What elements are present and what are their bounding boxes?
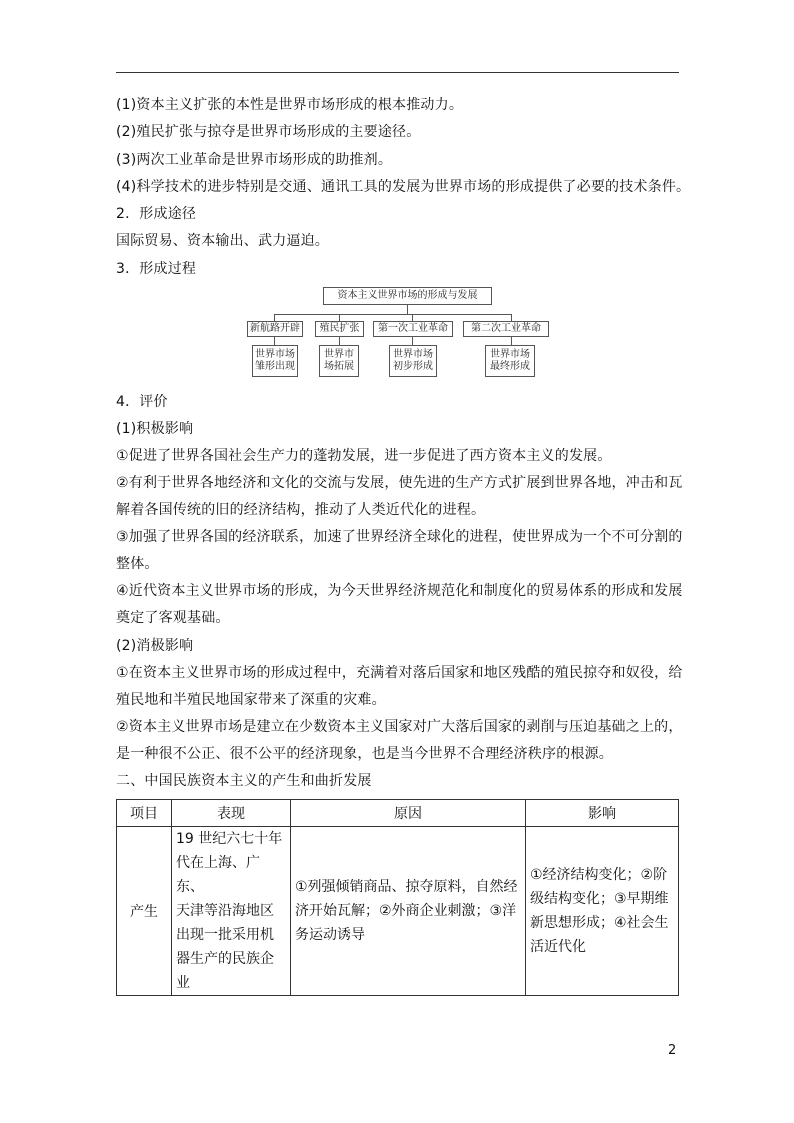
header-impact: 影响 [526, 800, 679, 827]
cell-line: ①经济结构变化；②阶 [530, 867, 668, 883]
subheading-positive: (1)积极影响 [116, 421, 194, 437]
diagram-stage-box: 殖民扩张 [315, 321, 364, 337]
result-line: 最终形成 [490, 361, 530, 372]
heading-evaluation: 4．评价 [116, 394, 168, 410]
connector [274, 314, 511, 315]
negative-item-2-line-2: 是一种很不公正、很不公平的经济现象，也是当今世界不合理经济秩序的根源。 [116, 746, 613, 762]
connector [412, 337, 413, 345]
cell-line: 济开始瓦解；②外商企业刺激；③洋 [295, 903, 517, 919]
cell-line: 天津等沿海地区 [176, 903, 274, 919]
diagram-result-box [485, 345, 535, 377]
header-item: 项目 [117, 800, 172, 827]
result-line: 雏形出现 [255, 361, 295, 372]
table-header-row [117, 800, 679, 827]
positive-item-3-line-1: ③加强了世界各国的经济联系，加速了世界经济全球化的进程，使世界成为一个不可分割的 [116, 529, 683, 545]
connector [511, 314, 512, 321]
result-line: 世界市场 [490, 349, 530, 360]
connector [412, 314, 413, 321]
positive-item-4-line-2: 奠定了客观基础。 [116, 610, 230, 626]
cell-line: 新思想形成；④社会生 [530, 915, 669, 931]
cell-line: 出现一批采用机 [176, 927, 274, 943]
diagram-stage-box: 新航路开辟 [247, 321, 303, 337]
header-performance: 表现 [172, 800, 291, 827]
heading-path: 2．形成途径 [116, 206, 197, 222]
cell-line: ①列强倾销商品、掠夺原料，自然经 [295, 879, 518, 895]
connector [339, 337, 340, 345]
cause-item-4: (4)科学技术的进步特别是交通、通讯工具的发展为世界市场的形成提供了必要的技术条件。 [116, 179, 691, 195]
result-line: 世界市 [324, 349, 354, 360]
table-row [117, 827, 679, 996]
impact-cell [526, 827, 679, 996]
subheading-negative: (2)消极影响 [116, 638, 194, 654]
row-item-cell: 产生 [117, 827, 172, 996]
cell-line: 代在上海、广东、 [176, 855, 260, 895]
connector [339, 314, 340, 321]
cause-item-2: (2)殖民扩张与掠夺是世界市场形成的主要途径。 [116, 124, 421, 140]
cell-line: 务运动诱导 [295, 927, 365, 943]
cell-line: 19 世纪六七十年 [176, 831, 283, 847]
capitalism-table [116, 799, 679, 996]
cause-cell [291, 827, 526, 996]
heading-process: 3．形成过程 [116, 261, 197, 277]
cause-item-1: (1)资本主义扩张的本性是世界市场形成的根本推动力。 [116, 97, 464, 113]
connector [407, 305, 408, 314]
diagram-stage-box: 第一次工业革命 [373, 321, 453, 337]
header-cause: 原因 [291, 800, 526, 827]
cell-line: 级结构变化；③早期维 [530, 891, 669, 907]
positive-item-3-line-2: 整体。 [116, 556, 159, 572]
diagram-result-box [252, 345, 298, 377]
cell-line: 活近代化 [530, 939, 586, 955]
result-line: 初步形成 [393, 361, 433, 372]
result-line: 场拓展 [324, 361, 354, 372]
page-number: 2 [668, 1043, 677, 1058]
header-rule [116, 72, 679, 73]
negative-item-2-line-1: ②资本主义世界市场是建立在少数资本主义国家对广大落后国家的剥削与压迫基础之上的， [116, 719, 683, 735]
diagram-result-box [319, 345, 359, 377]
result-line: 世界市场 [393, 349, 433, 360]
connector [274, 314, 275, 321]
connector [274, 337, 275, 345]
connector [511, 337, 512, 345]
formation-flow-diagram [245, 285, 550, 380]
positive-item-1: ①促进了世界各国社会生产力的蓬勃发展，进一步促进了西方资本主义的发展。 [116, 448, 612, 464]
section-heading-2: 二、中国民族资本主义的产生和曲折发展 [116, 773, 372, 789]
negative-item-1-line-2: 殖民地和半殖民地国家带来了深重的灾难。 [116, 692, 386, 708]
diagram-root-box: 资本主义世界市场的形成与发展 [323, 287, 492, 305]
cell-line: 器生产的民族企 [176, 951, 274, 967]
positive-item-2-line-2: 解着各国传统的旧的经济结构，推动了人类近代化的进程。 [116, 502, 486, 518]
path-text: 国际贸易、资本输出、武力逼迫。 [116, 233, 329, 249]
result-line: 世界市场 [255, 349, 295, 360]
cell-line: 业 [176, 975, 190, 991]
positive-item-2-line-1: ②有利于世界各地经济和文化的交流与发展，使先进的生产方式扩展到世界各地，冲击和瓦 [116, 475, 683, 491]
negative-item-1-line-1: ①在资本主义世界市场的形成过程中，充满着对落后国家和地区残酷的殖民掠夺和奴役，给 [116, 665, 683, 681]
diagram-result-box [389, 345, 437, 377]
positive-item-4-line-1: ④近代资本主义世界市场的形成，为今天世界经济规范化和制度化的贸易体系的形成和发展 [116, 583, 683, 599]
cause-item-3: (3)两次工业革命是世界市场形成的助推剂。 [116, 152, 393, 168]
performance-cell [172, 827, 291, 996]
diagram-stage-box: 第二次工业革命 [463, 321, 549, 337]
